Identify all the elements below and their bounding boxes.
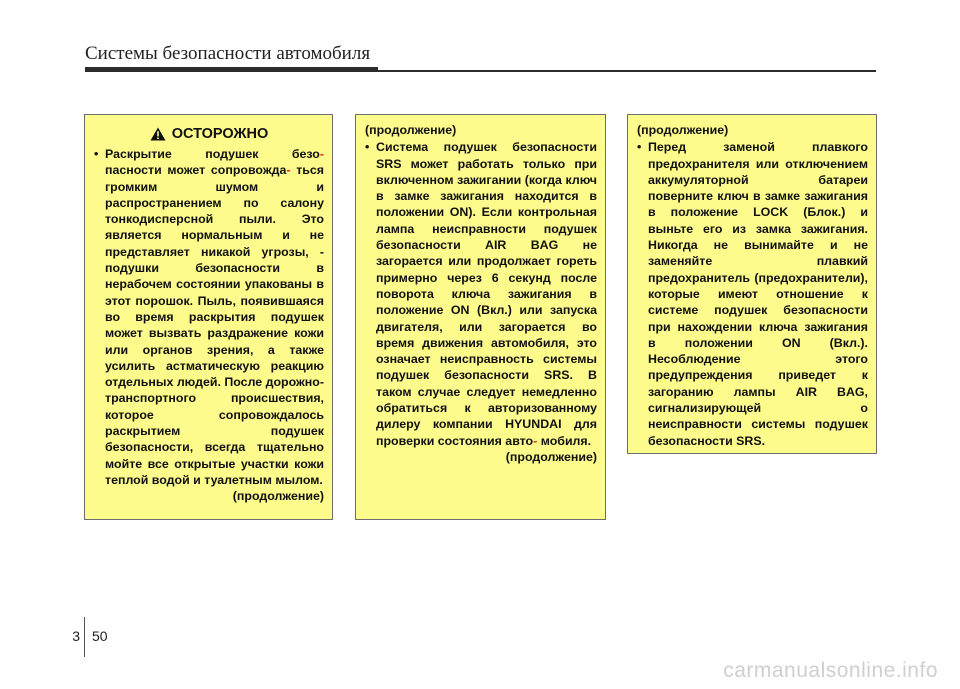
continued-label: (продолжение) (505, 449, 597, 464)
bullet-dot: • (94, 147, 99, 161)
caution-box-3 (627, 114, 877, 454)
continued-label: (продолжение) (232, 489, 324, 504)
section-title: Системы безопасности автомобиля (85, 43, 371, 64)
text-part: пасности может сопровожда (105, 163, 287, 178)
warning-triangle-icon (150, 127, 166, 141)
page-number (70, 628, 108, 644)
text-part: ться громким шумом и распространением по салону тонкодисперсной пыли. Это является нормальным и не представляет никакой угрозы, - подушки безопасности в нерабочем состоянии упакованы в этот порошок. Пыль, появившаяся во время раскрытия подушек может вызвать раздражение кожи или органов зрения, а также усилить астматическую реакцию отдельных людей. После дорожно-транспортного происшествия, которое сопровождалось раскрытием подушек безопасности, всегда тщательно мойте все открытые участки кожи теплой водой и туалетным мылом. (105, 163, 324, 487)
text-part: Система подушек безопасности SRS может работать только при включенном зажигании (когда ключ в замке зажигания находится в положении ON). Если контрольная лампа неисправности подушек безопасности AIR BAG не загорается или продолжает гореть примерно через 6 секунд после поворота ключа зажигания в положение ON (Вкл.) или запуска двигателя, или загорается во время движения автомобиля, это означает неисправность системы подушек безопасности SRS. В таком случае следует немедленно обратиться к авторизованному дилеру компании HYUNDAI для проверки состояния авто (376, 140, 597, 448)
header-rule-thick (85, 67, 378, 72)
continued-top-label: (продолжение) (637, 123, 729, 137)
text-part: Раскрытие подушек безо (105, 147, 320, 161)
page-number-value: 50 (92, 628, 108, 644)
caution-box-2 (355, 114, 606, 520)
bullet-item (365, 139, 597, 449)
hyphen-mark: - (286, 163, 291, 178)
text-part: мобиля. (540, 433, 592, 448)
bullet-dot: • (365, 140, 370, 155)
caution-box-1 (84, 114, 333, 520)
bullet-text (105, 146, 324, 488)
hyphen-mark: - (319, 147, 324, 161)
bullet-item (637, 139, 868, 449)
bullet-text: Перед заменой плавкого предохранителя или отключением аккумуляторной батареи поверните ключ в замке зажигания в положение LOCK (Блок.) и выньте его из замка зажигания. Никогда не вынимайте и не заменяйте плавкий предохранитель (предохранители), которые имеют отношение к системе подушек безопасности при нахождении ключа зажигания в положении ON (Вкл.). Несоблюдение этого предупреждения приведет к загоранию лампы AIR BAG, сигнализирующей о неисправности системы подушек безопасности SRS. (648, 140, 868, 448)
bullet-item (94, 146, 324, 488)
hyphen-mark: - (533, 433, 538, 448)
warning-heading-text: ОСТОРОЖНО (171, 126, 269, 142)
warning-heading (94, 125, 324, 143)
watermark: carmanualsonline.info (723, 659, 938, 682)
chapter-number: 3 (72, 628, 80, 644)
bullet-dot: • (637, 140, 642, 155)
bullet-text (376, 139, 597, 449)
continued-top-label: (продолжение) (365, 123, 457, 137)
header-rule-thin (378, 70, 876, 72)
